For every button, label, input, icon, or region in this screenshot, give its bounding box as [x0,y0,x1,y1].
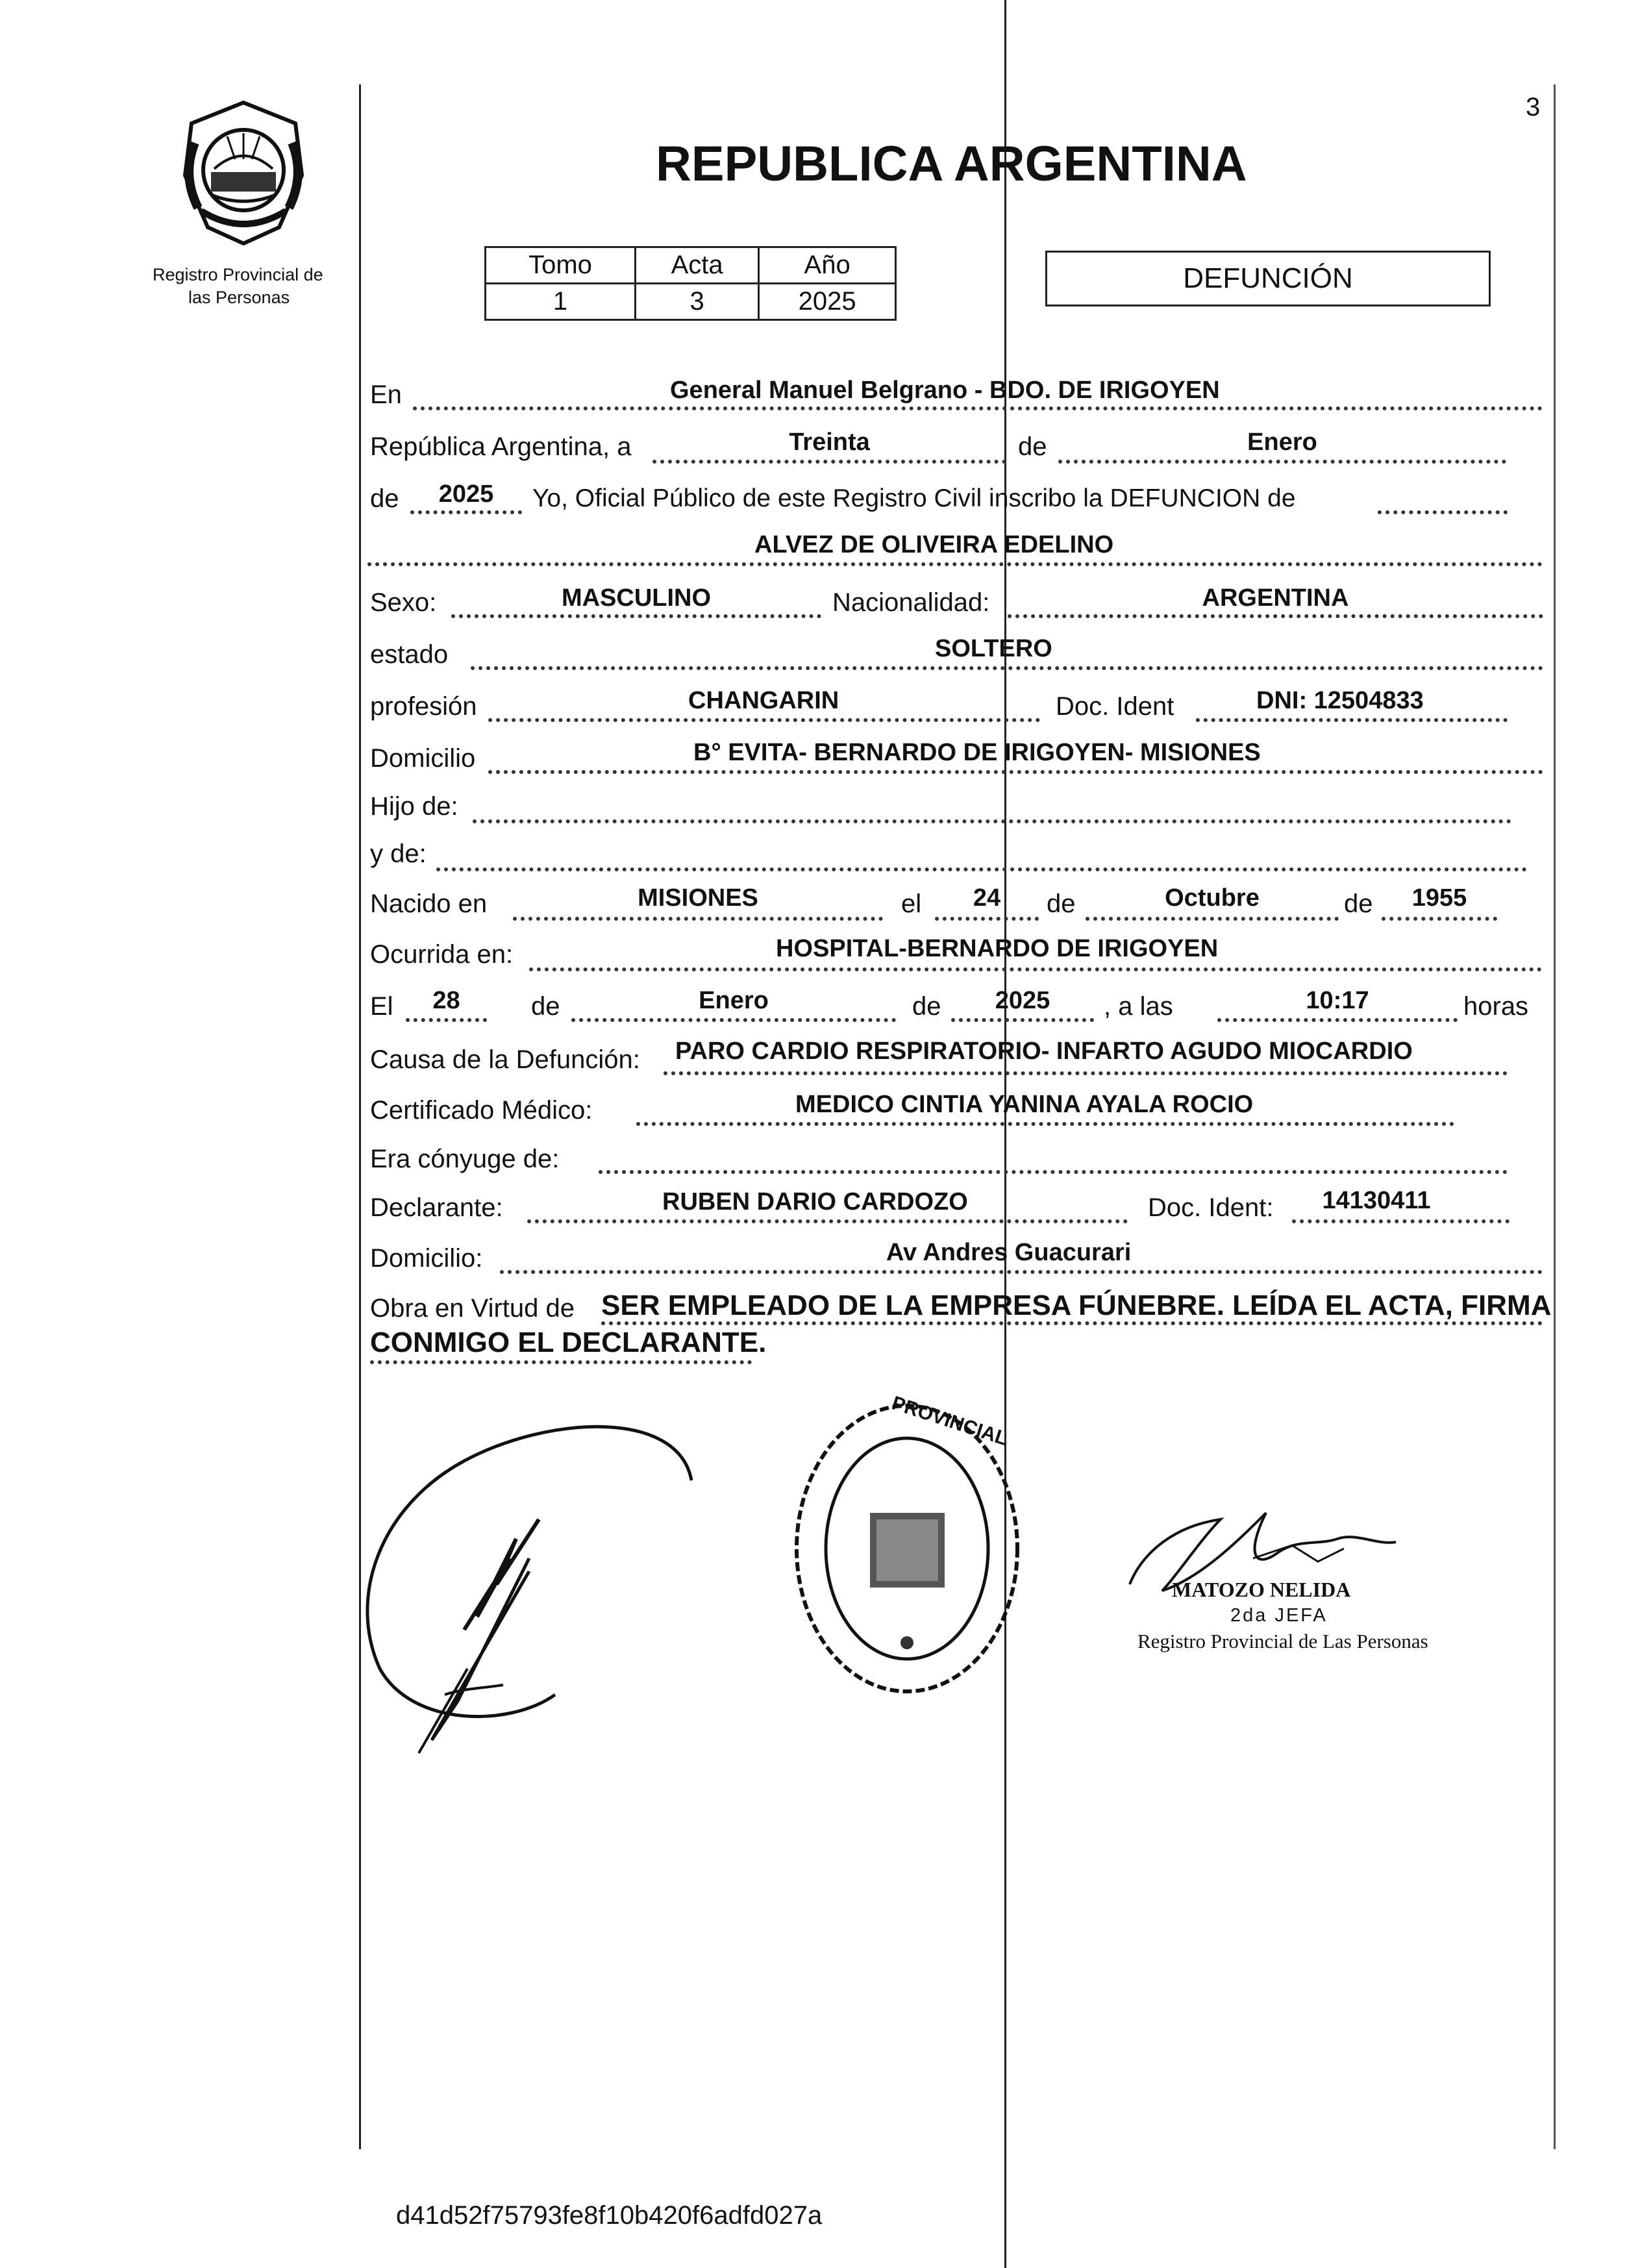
yde-label: y de: [370,840,427,868]
dotted-line [473,819,1511,823]
ocurrida-value: HOSPITAL-BERNARDO DE IRIGOYEN [776,935,1219,962]
dotted-line [1058,460,1506,464]
dotted-line [1217,1018,1458,1022]
day-words-value: Treinta [789,429,870,456]
logo-caption-line1: Registro Provincial de [153,265,323,284]
dotted-line [413,406,1543,410]
dotted-line [529,967,1542,971]
dotted-line [513,917,883,921]
dotted-line [935,917,1039,921]
de-label: de [370,484,399,513]
declarante-label: Declarante: [370,1193,503,1222]
def-anio-value: 2025 [995,987,1050,1014]
year-value: 2025 [438,480,494,508]
obra-line2: CONMIGO EL DECLARANTE. [370,1327,767,1358]
de-label: de [1018,432,1047,461]
dotted-line [527,1219,1128,1223]
table-cell: 1 [486,284,636,320]
dotted-line [471,666,1543,670]
location-value: General Manuel Belgrano - BDO. DE IRIGOYEN [670,377,1220,404]
def-hora-value: 10:17 [1306,987,1369,1014]
reference-table [484,246,897,321]
dotted-line [1196,718,1508,722]
declarant-signature [354,1389,717,1792]
doc-ident-label: Doc. Ident [1056,692,1174,721]
official-stamp [789,1392,1026,1701]
table-cell: 3 [635,284,758,320]
dotted-line [367,562,1543,566]
record-type-box [1045,251,1491,306]
dotted-line [1008,614,1543,618]
dotted-line [1378,510,1508,514]
en-label: En [370,380,402,409]
decl-dom-value: Av Andres Guacurari [886,1239,1132,1266]
alas-label: , a las [1104,992,1173,1021]
profesion-label: profesión [370,692,477,721]
table-cell: 2025 [759,284,896,320]
El-label: El [370,992,393,1021]
def-mes-value: Enero [699,987,769,1014]
table-header: Tomo [486,247,636,284]
scan-fold-line [1004,0,1006,2268]
province-seal-logo [175,97,312,247]
official-office: Registro Provincial de Las Personas [1137,1630,1428,1652]
dotted-line [500,1270,1543,1274]
dotted-line [1382,917,1497,921]
record-type-label: DEFUNCIÓN [1183,262,1353,294]
el-label: el [901,890,922,918]
obra-label: Obra en Virtud de [370,1294,575,1323]
nacionalidad-label: Nacionalidad: [832,588,990,617]
decl-doc-label: Doc. Ident: [1148,1193,1274,1222]
domicilio-value: B° EVITA- BERNARDO DE IRIGOYEN- MISIONES [693,739,1261,766]
official-role: 2da JEFA [1230,1605,1328,1626]
official-name: MATOZO NELIDA [1172,1578,1351,1601]
dotted-line [410,510,522,514]
dotted-line [599,1170,1508,1174]
causa-label: Causa de la Defunción: [370,1045,640,1074]
nacido-lugar-value: MISIONES [638,884,758,912]
document-hash: d41d52f75793fe8f10b420f6adfd027a [396,2201,823,2230]
table-header: Año [759,247,896,284]
hijo-label: Hijo de: [370,792,458,821]
sexo-label: Sexo: [370,588,437,617]
page-number: 3 [1526,93,1541,121]
republica-label: República Argentina, a [370,432,632,461]
table-header: Acta [635,247,758,284]
stamp-text: PROVINCIAL [889,1392,1010,1450]
declarante-value: RUBEN DARIO CARDOZO [662,1188,968,1215]
certificado-value: MEDICO CINTIA YANINA AYALA ROCIO [795,1091,1254,1118]
estado-label: estado [370,640,449,669]
dotted-line [436,867,1527,871]
decl-doc-value: 14130411 [1322,1187,1431,1214]
dotted-line [488,770,1543,774]
logo-caption-line2: las Personas [188,288,290,307]
decl-dom-label: Domicilio: [370,1244,483,1273]
sexo-value: MASCULINO [561,584,712,612]
def-dia-value: 28 [432,987,460,1014]
left-margin-line [359,84,361,2149]
horas-label: horas [1463,992,1529,1021]
profesion-value: CHANGARIN [688,687,839,714]
dotted-line [370,1360,752,1364]
dotted-line [1086,917,1339,921]
dotted-line [406,1018,487,1022]
dotted-line [636,1122,1454,1126]
nacionalidad-value: ARGENTINA [1202,584,1349,612]
deceased-name-value: ALVEZ DE OLIVEIRA EDELINO [754,531,1114,558]
page-title: REPUBLICA ARGENTINA [656,136,1247,192]
nacido-label: Nacido en [370,890,488,918]
domicilio-label: Domicilio [370,744,476,773]
de-label: de [1344,890,1373,918]
dotted-line [1292,1219,1509,1223]
doc-ident-value: DNI: 12504833 [1256,687,1424,714]
causa-value: PARO CARDIO RESPIRATORIO- INFARTO AGUDO MIOCARDIO [675,1038,1413,1065]
ocurrida-label: Ocurrida en: [370,940,514,969]
de-label: de [531,992,560,1021]
dotted-line [652,460,1006,464]
nacido-mes-value: Octubre [1165,884,1260,912]
conyuge-label: Era cónyuge de: [370,1145,560,1173]
declaration-text: Yo, Oficial Público de este Registro Civil inscribo la DEFUNCION de [532,484,1296,512]
nacido-anio-value: 1955 [1411,884,1467,912]
right-margin-line [1554,84,1556,2149]
obra-line1: SER EMPLEADO DE LA EMPRESA FÚNEBRE. LEÍDA EL ACTA, FIRMA [601,1290,1552,1321]
dotted-line [951,1018,1094,1022]
estado-value: SOLTERO [935,635,1052,662]
dotted-line [488,718,1040,722]
nacido-dia-value: 24 [973,884,1001,912]
dotted-line [571,1018,896,1022]
certificado-label: Certificado Médico: [370,1096,593,1125]
de-label: de [1047,890,1076,918]
dotted-line [451,614,821,618]
de-label: de [912,992,941,1021]
month-value: Enero [1247,429,1317,456]
dotted-line [664,1071,1508,1075]
